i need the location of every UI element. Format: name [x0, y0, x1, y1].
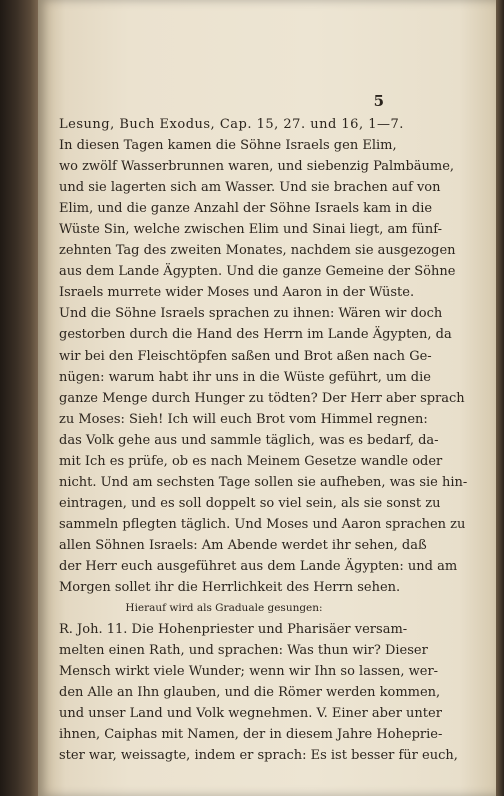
text-line: eintragen, und es soll doppelt so viel sein, als sie sonst zu	[59, 495, 441, 511]
text-line: mit Ich es prüfe, ob es nach Meinem Gesetze wandle oder	[59, 453, 443, 469]
text-line: nügen: warum habt ihr uns in die Wüste geführt, um die	[59, 369, 431, 385]
reading-heading: Lesung, Buch Exodus, Cap. 15, 27. und 16, 1—7.	[59, 117, 404, 132]
text-line: wo zwölf Wasserbrunnen waren, und siebenzig Palmbäume,	[59, 159, 455, 175]
page-outer-edge	[496, 0, 504, 796]
book-spine-edge	[0, 0, 38, 796]
text-line: den Alle an Ihn glauben, und die Römer werden kommen,	[59, 685, 441, 701]
text-line: Morgen sollet ihr die Herrlichkeit des Herrn sehen.	[59, 580, 401, 596]
text-line: sammeln pflegten täglich. Und Moses und Aaron sprachen zu	[59, 516, 466, 532]
text-line: melten einen Rath, und sprachen: Was thun wir? Dieser	[59, 643, 428, 659]
text-line: gestorben durch die Hand des Herrn im Lande Ägypten, da	[59, 327, 452, 343]
text-line: der Herr euch ausgeführet aus dem Lande Ägypten: und am	[59, 558, 458, 574]
text-line: das Volk gehe aus und sammle täglich, was es bedarf, da-	[59, 432, 439, 448]
text-line: ganze Menge durch Hunger zu tödten? Der Herr aber sprach	[59, 390, 465, 406]
page-text	[59, 114, 468, 766]
text-line: Und die Söhne Israels sprachen zu ihnen: Wären wir doch	[59, 306, 443, 322]
text-line: ster war, weissagte, indem er sprach: Es ist besser für euch,	[59, 748, 458, 764]
text-line: Mensch wirkt viele Wunder; wenn wir Ihn so lassen, wer-	[59, 664, 439, 680]
text-line: wir bei den Fleischtöpfen saßen und Brot aßen nach Ge-	[59, 348, 432, 364]
graduale-caption: Hierauf wird als Graduale gesungen:	[125, 602, 323, 615]
text-line: Wüste Sin, welche zwischen Elim und Sinai liegt, am fünf-	[59, 222, 443, 238]
text-line: Elim, und die ganze Anzahl der Söhne Israels kam in die	[59, 201, 433, 217]
text-line: allen Söhnen Israels: Am Abende werdet ihr sehen, daß	[59, 537, 427, 553]
text-line: Israels murrete wider Moses und Aaron in der Wüste.	[59, 285, 415, 301]
text-line: und sie lagerten sich am Wasser. Und sie brachen auf von	[59, 180, 441, 196]
text-line: aus dem Lande Ägypten. Und die ganze Gemeine der Söhne	[59, 264, 456, 280]
text-line: zu Moses: Sieh! Ich will euch Brot vom Himmel regnen:	[59, 411, 428, 427]
page-number: 5	[373, 92, 384, 110]
text-line: In diesen Tagen kamen die Söhne Israels gen Elim,	[59, 138, 397, 154]
text-line: zehnten Tag des zweiten Monates, nachdem sie ausgezogen	[59, 243, 456, 259]
text-line: R. Joh. 11. Die Hohenpriester und Pharisäer versam-	[59, 622, 408, 638]
text-line: ihnen, Caiphas mit Namen, der in diesem Jahre Hoheprie-	[59, 727, 443, 743]
text-line: nicht. Und am sechsten Tage sollen sie aufheben, was sie hin-	[59, 474, 468, 490]
text-line: und unser Land und Volk wegnehmen. V. Einer aber unter	[59, 706, 442, 722]
